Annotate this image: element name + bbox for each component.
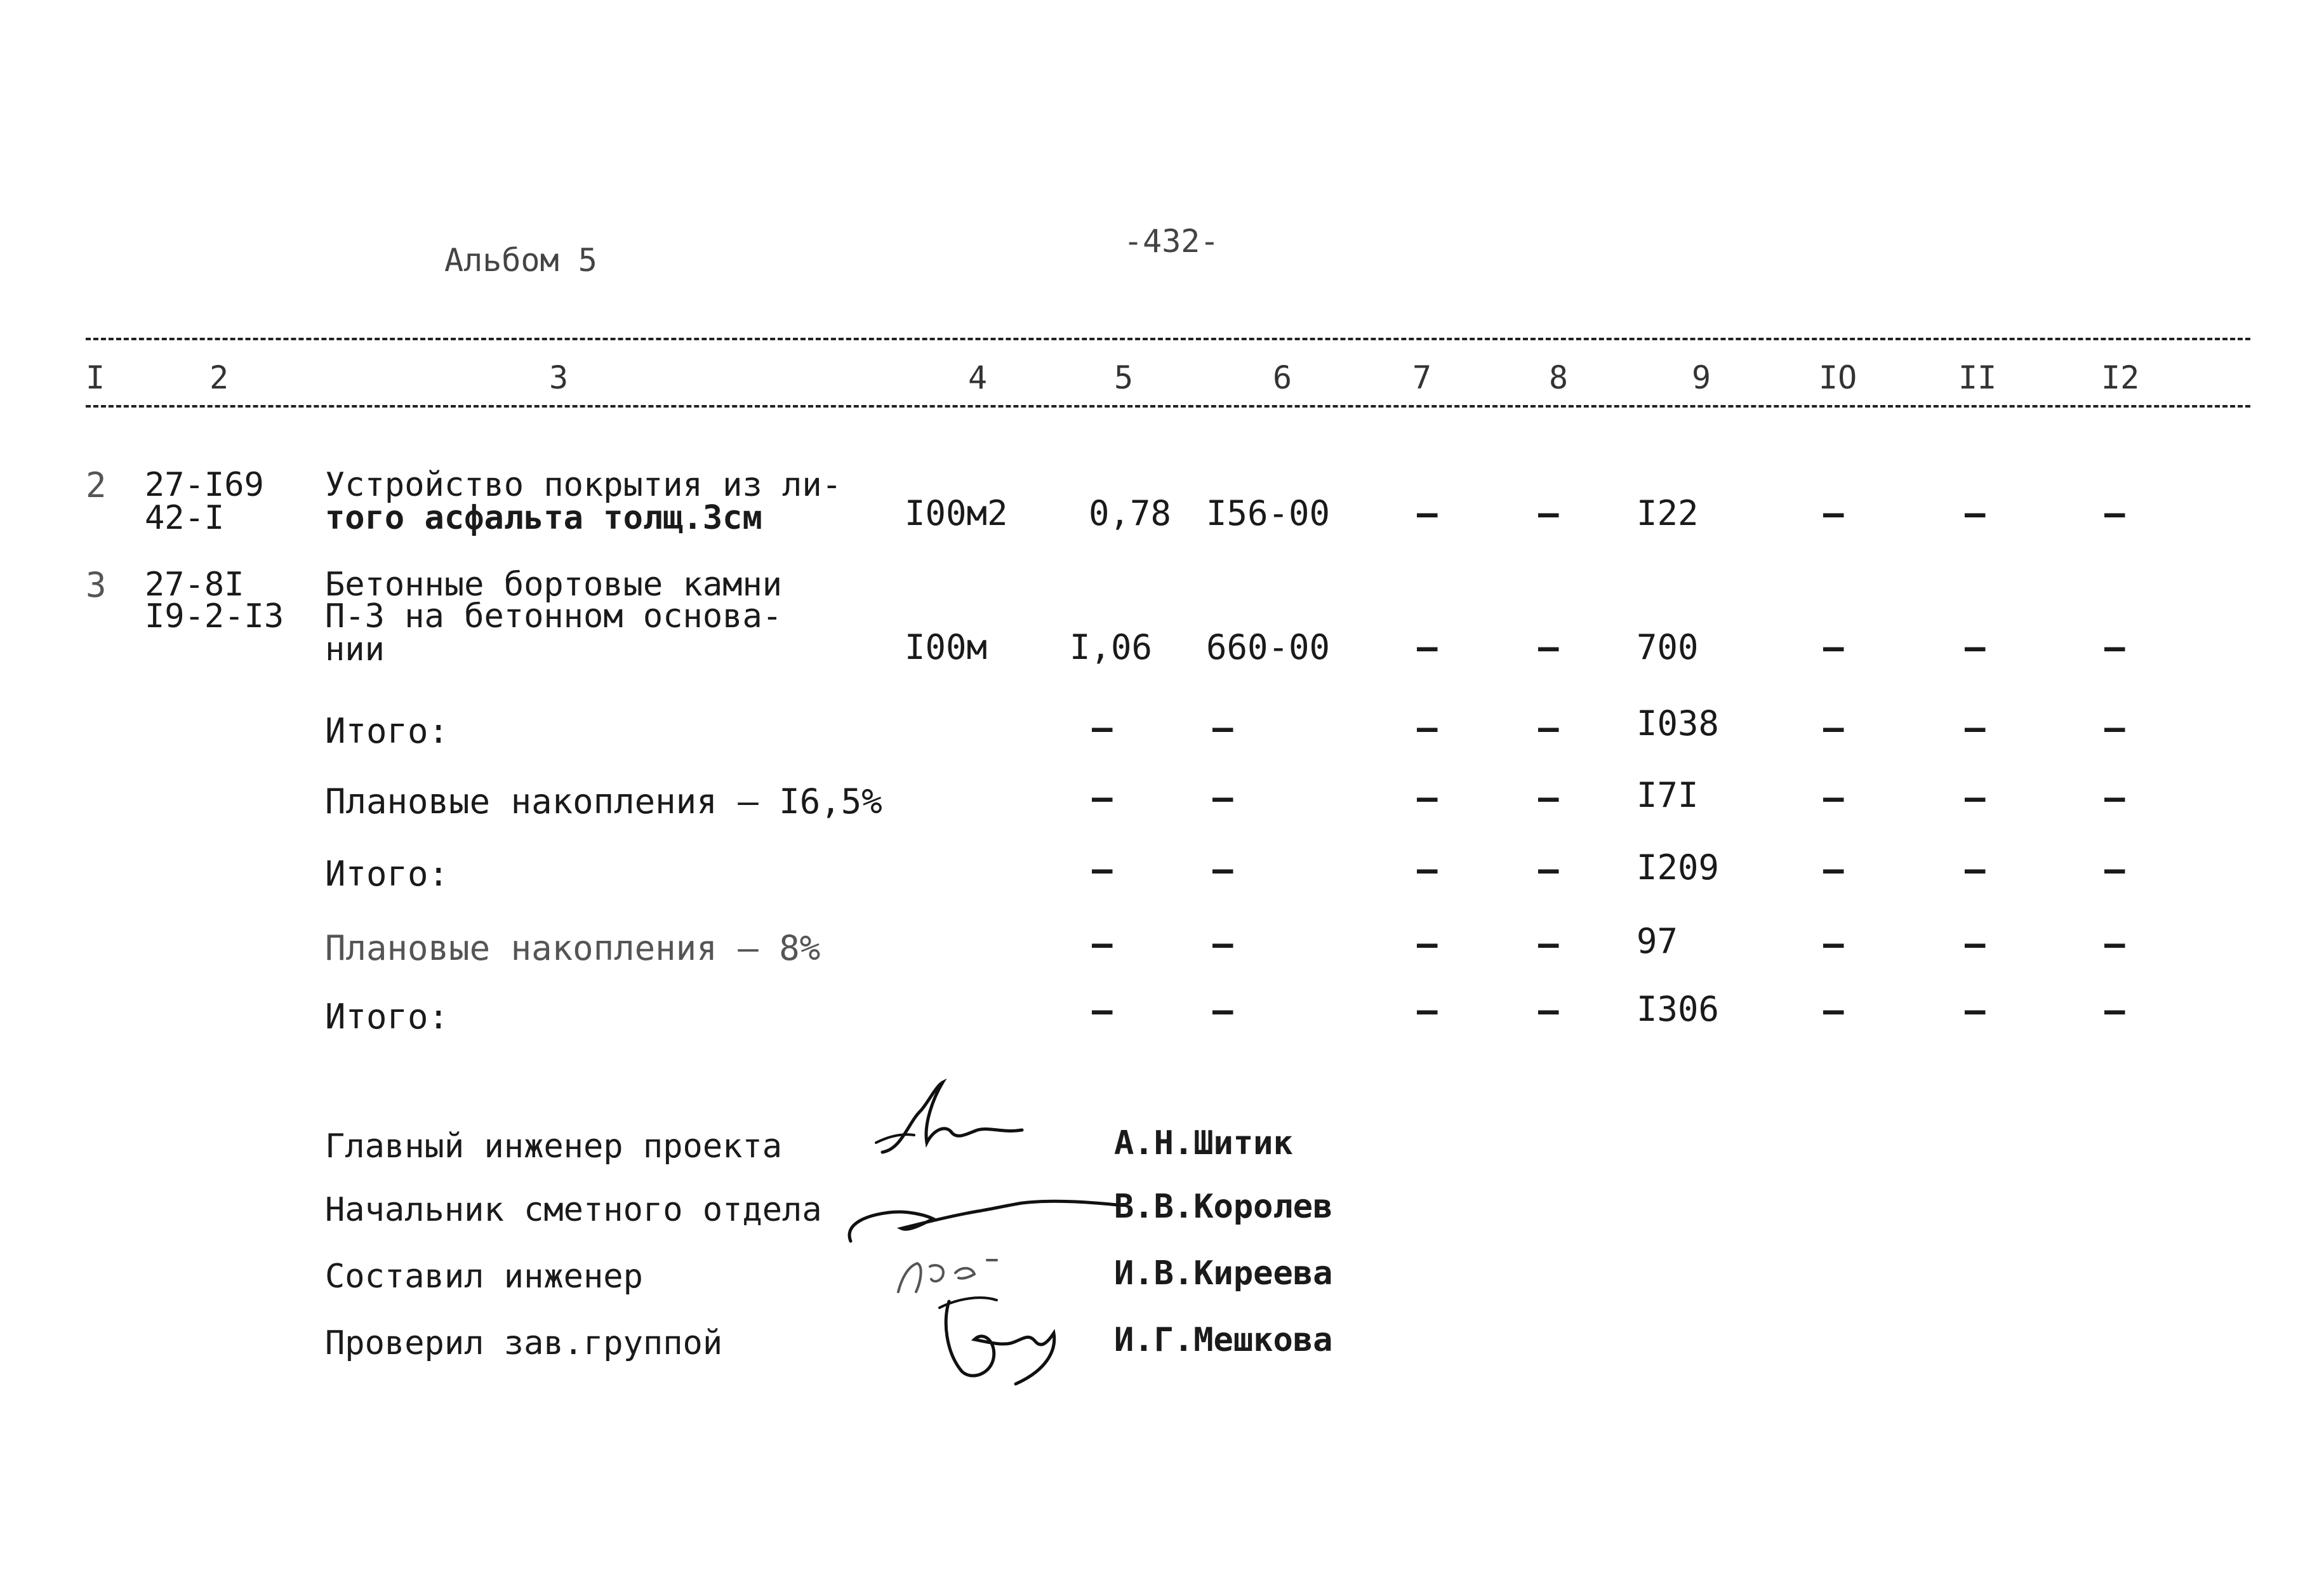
row-col8: –: [1538, 627, 1559, 667]
summary-col7: –: [1417, 778, 1438, 818]
summary-col8: –: [1538, 924, 1559, 964]
handwritten-signature-2: [838, 1181, 1130, 1251]
row-number: 2: [86, 465, 107, 505]
summary-label: Плановые накопления – I6,5%: [325, 781, 882, 821]
handwritten-signature-1: [863, 1073, 1041, 1168]
summary-col9: I209: [1637, 847, 1720, 887]
summary-col5: –: [1092, 708, 1113, 748]
row-description-line3: нии: [325, 630, 385, 668]
summary-col6: –: [1212, 849, 1233, 889]
summary-col5: –: [1092, 990, 1113, 1030]
header-bottom-rule: [86, 405, 2250, 408]
summary-col9: I7I: [1637, 775, 1699, 815]
col-header-5: 5: [1114, 359, 1134, 396]
col-header-8: 8: [1549, 359, 1569, 396]
row-col7: –: [1417, 627, 1438, 667]
row-price: I56-00: [1206, 493, 1331, 533]
row-quantity: I,06: [1070, 627, 1153, 667]
row-col11: –: [1965, 493, 1986, 533]
summary-col5: –: [1092, 778, 1113, 818]
summary-col11: –: [1965, 708, 1986, 748]
summary-label: Итого:: [325, 711, 449, 751]
summary-col5: –: [1092, 924, 1113, 964]
header-top-rule: [86, 338, 2250, 340]
summary-label: Итого:: [325, 997, 449, 1037]
summary-col12: –: [2104, 708, 2125, 748]
summary-col12: –: [2104, 990, 2125, 1030]
summary-label: Плановые накопления – 8%: [325, 928, 821, 968]
summary-col11: –: [1965, 778, 1986, 818]
signature-name-checker: И.Г.Мешкова: [1114, 1321, 1333, 1359]
summary-col12: –: [2104, 924, 2125, 964]
summary-col12: –: [2104, 778, 2125, 818]
summary-col8: –: [1538, 849, 1559, 889]
summary-col6: –: [1212, 924, 1233, 964]
summary-col10: –: [1823, 708, 1844, 748]
summary-col6: –: [1212, 778, 1233, 818]
row-col11: –: [1965, 627, 1986, 667]
summary-label: Итого:: [325, 854, 449, 894]
row-unit: I00м2: [905, 493, 1008, 533]
handwritten-signature-4: [920, 1282, 1079, 1390]
row-col9: I22: [1637, 493, 1699, 533]
signature-role-compiler: Составил инженер: [325, 1258, 643, 1296]
summary-col10: –: [1823, 990, 1844, 1030]
summary-col8: –: [1538, 708, 1559, 748]
col-header-12: I2: [2101, 359, 2140, 396]
summary-col7: –: [1417, 990, 1438, 1030]
row-description-line1: Устройство покрытия из ли-: [325, 466, 842, 504]
row-description-line2: того асфальта толщ.3см: [325, 499, 762, 537]
summary-col7: –: [1417, 924, 1438, 964]
summary-col9: I038: [1637, 703, 1720, 743]
col-header-3: 3: [549, 359, 569, 396]
summary-col5: –: [1092, 849, 1113, 889]
row-col8: –: [1538, 493, 1559, 533]
summary-col6: –: [1212, 990, 1233, 1030]
row-col10: –: [1823, 493, 1844, 533]
row-code-line1: 27-I69: [145, 466, 264, 504]
row-col9: 700: [1637, 627, 1699, 667]
col-header-2: 2: [209, 359, 229, 396]
album-label: Альбом 5: [444, 242, 597, 279]
row-description-line1: Бетонные бортовые камни: [325, 566, 783, 604]
col-header-1: I: [86, 359, 105, 396]
summary-col10: –: [1823, 849, 1844, 889]
row-price: 660-00: [1206, 627, 1331, 667]
row-col12: –: [2104, 627, 2125, 667]
col-header-4: 4: [968, 359, 988, 396]
summary-col8: –: [1538, 990, 1559, 1030]
summary-col7: –: [1417, 849, 1438, 889]
col-header-6: 6: [1273, 359, 1292, 396]
col-header-11: II: [1958, 359, 1997, 396]
signature-name-chief-engineer: А.Н.Шитик: [1114, 1124, 1293, 1162]
row-col10: –: [1823, 627, 1844, 667]
summary-col6: –: [1212, 708, 1233, 748]
summary-col10: –: [1823, 778, 1844, 818]
row-quantity: 0,78: [1089, 493, 1172, 533]
col-header-7: 7: [1412, 359, 1432, 396]
row-col12: –: [2104, 493, 2125, 533]
row-col7: –: [1417, 493, 1438, 533]
summary-col9: I306: [1637, 989, 1720, 1029]
summary-col12: –: [2104, 849, 2125, 889]
summary-col11: –: [1965, 924, 1986, 964]
row-unit: I00м: [905, 627, 988, 667]
row-code-line1: 27-8I: [145, 566, 244, 604]
summary-col10: –: [1823, 924, 1844, 964]
signature-role-checker: Проверил зав.группой: [325, 1324, 723, 1362]
summary-col11: –: [1965, 990, 1986, 1030]
row-code-line2: I9-2-I3: [145, 597, 284, 635]
signature-name-estimate-head: В.В.Королев: [1114, 1188, 1333, 1226]
signature-role-estimate-head: Начальник сметного отдела: [325, 1191, 822, 1229]
summary-col7: –: [1417, 708, 1438, 748]
row-code-line2: 42-I: [145, 499, 225, 537]
page-number: -432-: [1124, 223, 1219, 260]
summary-col9: 97: [1637, 921, 1678, 961]
col-header-10: IO: [1819, 359, 1857, 396]
row-description-line2: П-3 на бетонном основа-: [325, 597, 783, 635]
signature-name-compiler: И.В.Киреева: [1114, 1254, 1333, 1293]
col-header-9: 9: [1692, 359, 1711, 396]
summary-col8: –: [1538, 778, 1559, 818]
signature-role-chief-engineer: Главный инженер проекта: [325, 1127, 783, 1166]
row-number: 3: [86, 565, 107, 605]
summary-col11: –: [1965, 849, 1986, 889]
